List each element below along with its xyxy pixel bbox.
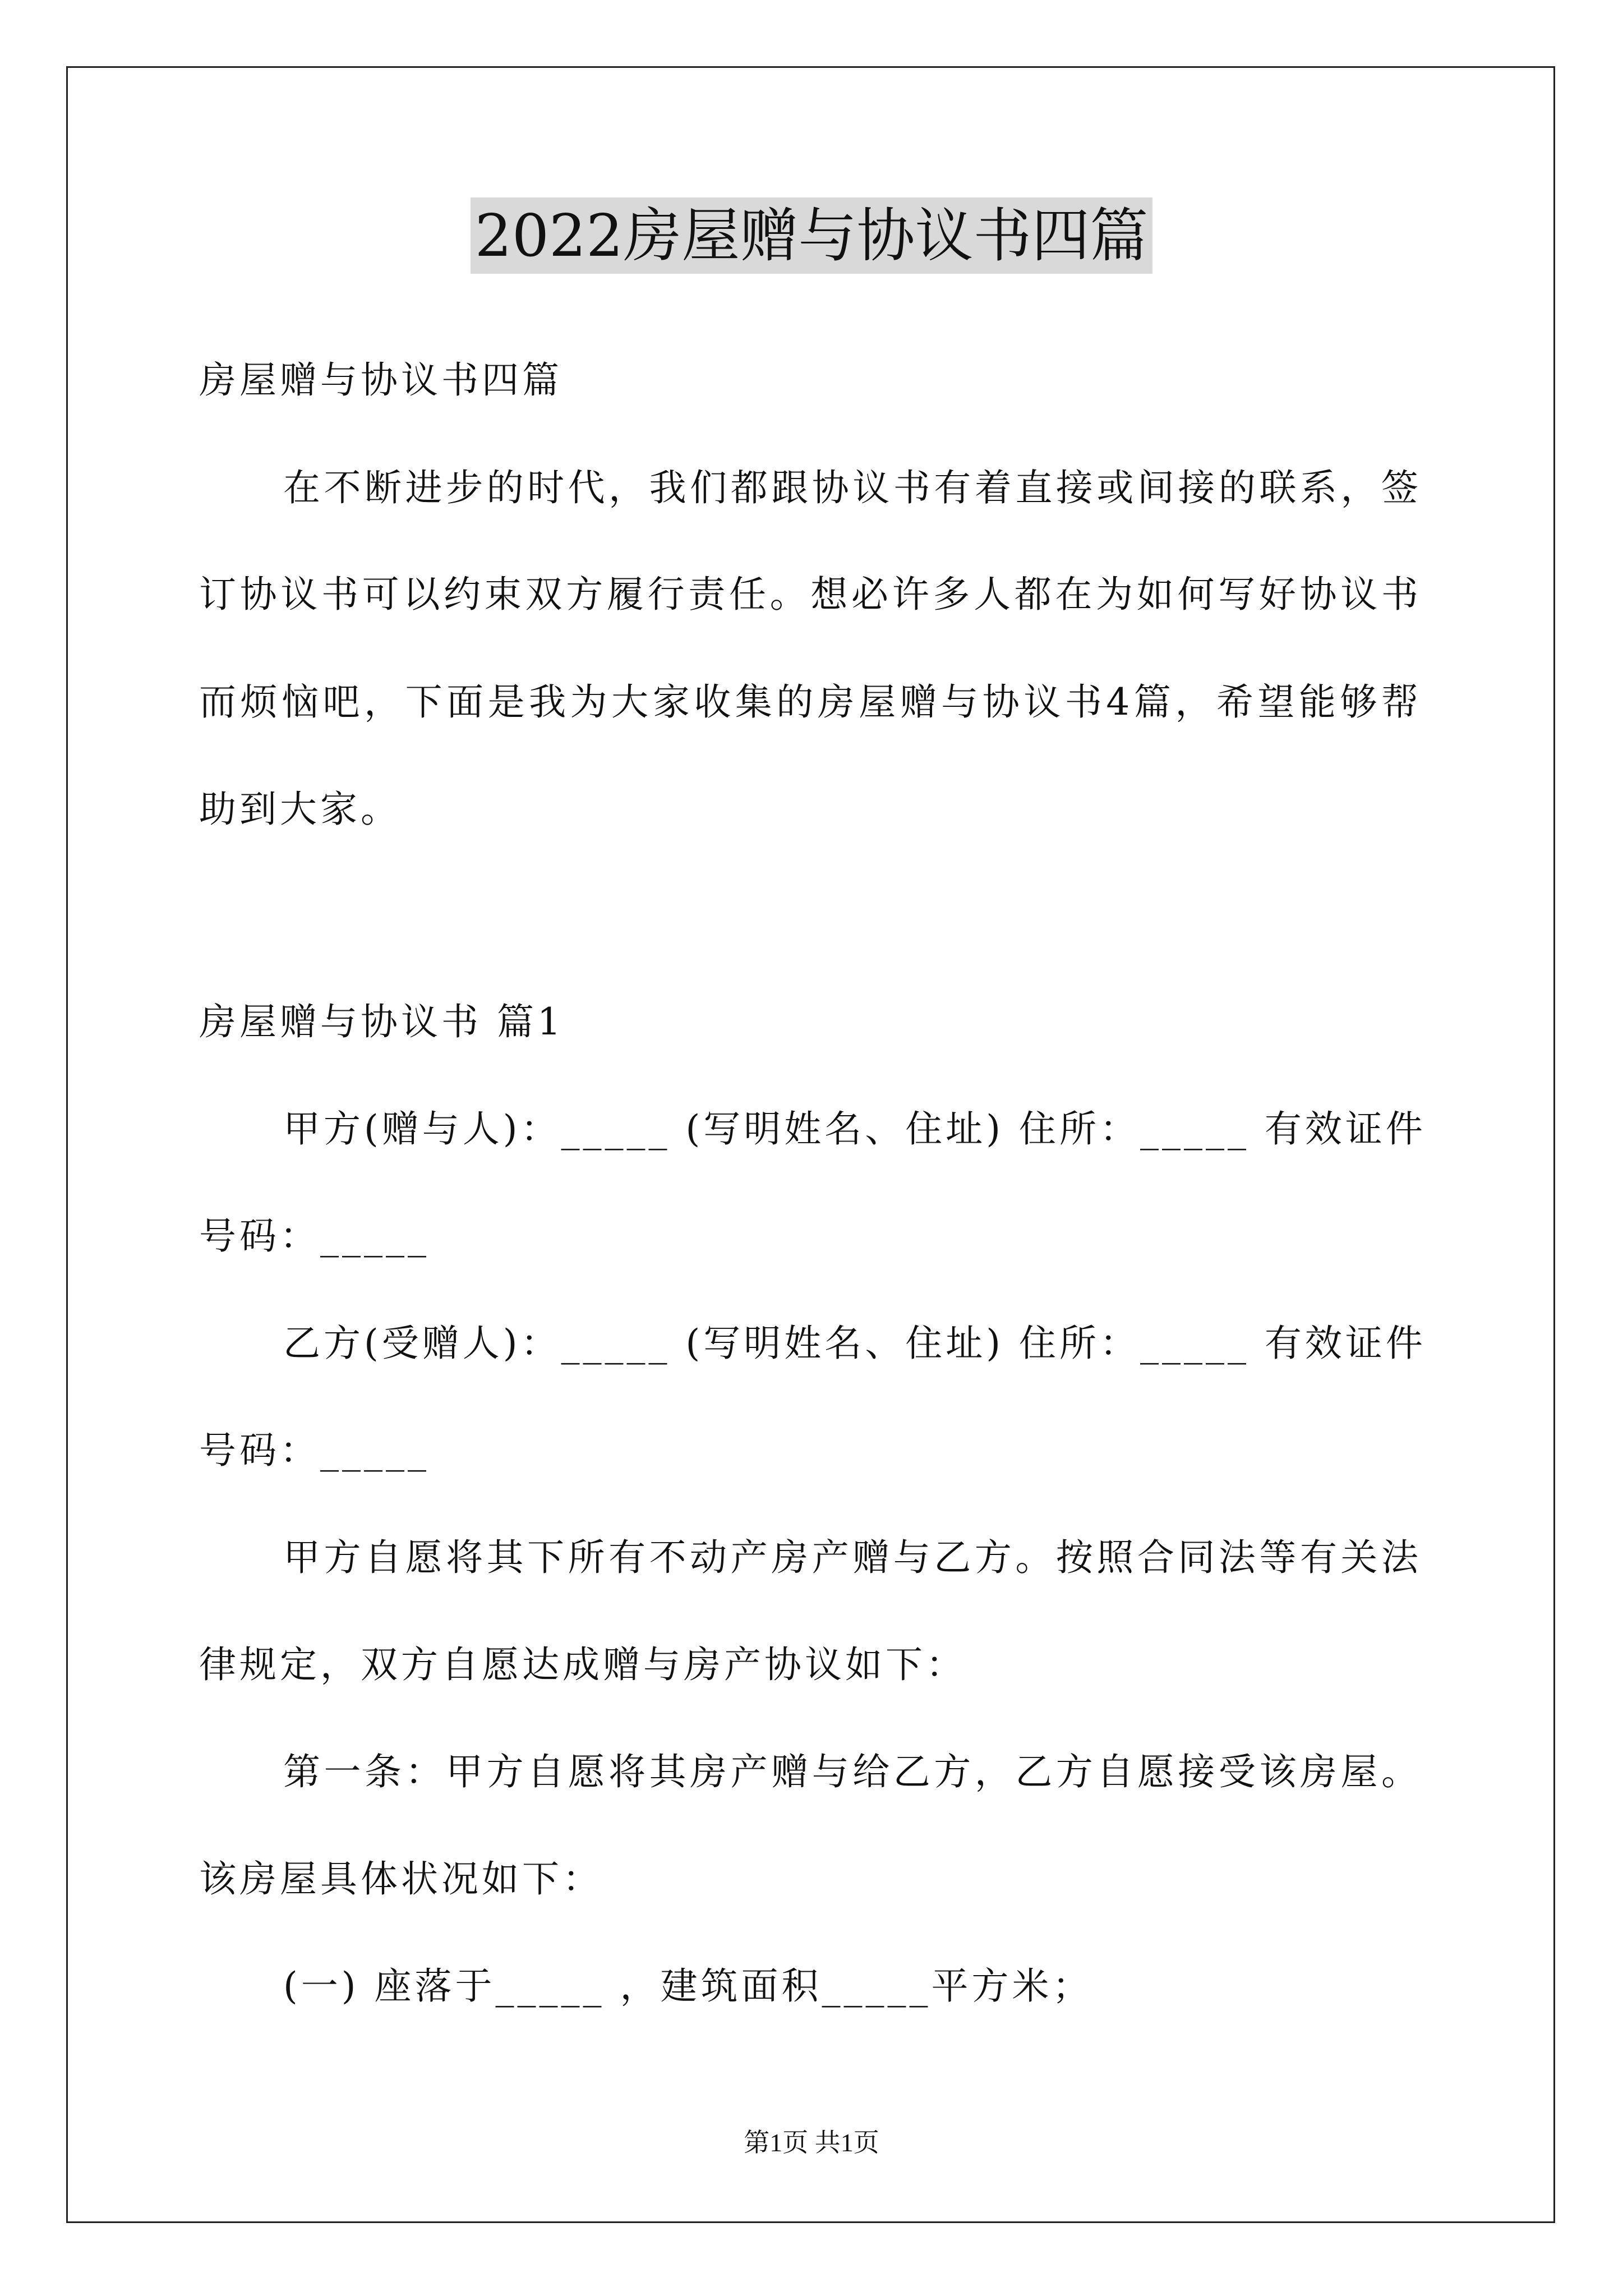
paragraph-line: 订协议书可以约束双方履行责任。想必许多人都在为如何写好协议书 bbox=[199, 573, 1422, 616]
page-footer: 第1页 共1页 bbox=[744, 2128, 879, 2157]
article-one-line: 第一条：甲方自愿将其房产赠与给乙方，乙方自愿接受该房屋。 bbox=[283, 1750, 1422, 1793]
paragraph-line: 而烦恼吧，下面是我为大家收集的房屋赠与协议书4篇，希望能够帮 bbox=[199, 680, 1422, 724]
party-a-id-line: 号码：_____ bbox=[199, 1214, 430, 1258]
paragraph-line: 律规定，双方自愿达成赠与房产协议如下： bbox=[199, 1643, 966, 1686]
paragraph-line: 该房屋具体状况如下： bbox=[199, 1857, 603, 1901]
paragraph-line: 甲方自愿将其下所有不动产房产赠与乙方。按照合同法等有关法 bbox=[283, 1536, 1422, 1579]
section-heading: 房屋赠与协议书 篇1 bbox=[199, 1000, 564, 1043]
party-a-line: 甲方(赠与人)：_____ (写明姓名、住址) 住所：_____ 有效证件 bbox=[283, 1107, 1426, 1151]
paragraph-line: 在不断进步的时代，我们都跟协议书有着直接或间接的联系，签 bbox=[283, 466, 1422, 509]
paragraph-line: 助到大家。 bbox=[199, 788, 401, 831]
subtitle-line: 房屋赠与协议书四篇 bbox=[199, 358, 562, 402]
document-title: 2022房屋赠与协议书四篇 bbox=[471, 197, 1153, 274]
party-b-line: 乙方(受赠人)：_____ (写明姓名、住址) 住所：_____ 有效证件 bbox=[283, 1322, 1426, 1365]
item-one-line: (一) 座落于_____ ，建筑面积_____平方米； bbox=[283, 1964, 1093, 2008]
party-b-id-line: 号码：_____ bbox=[199, 1429, 430, 1472]
title-wrap bbox=[0, 197, 1623, 274]
